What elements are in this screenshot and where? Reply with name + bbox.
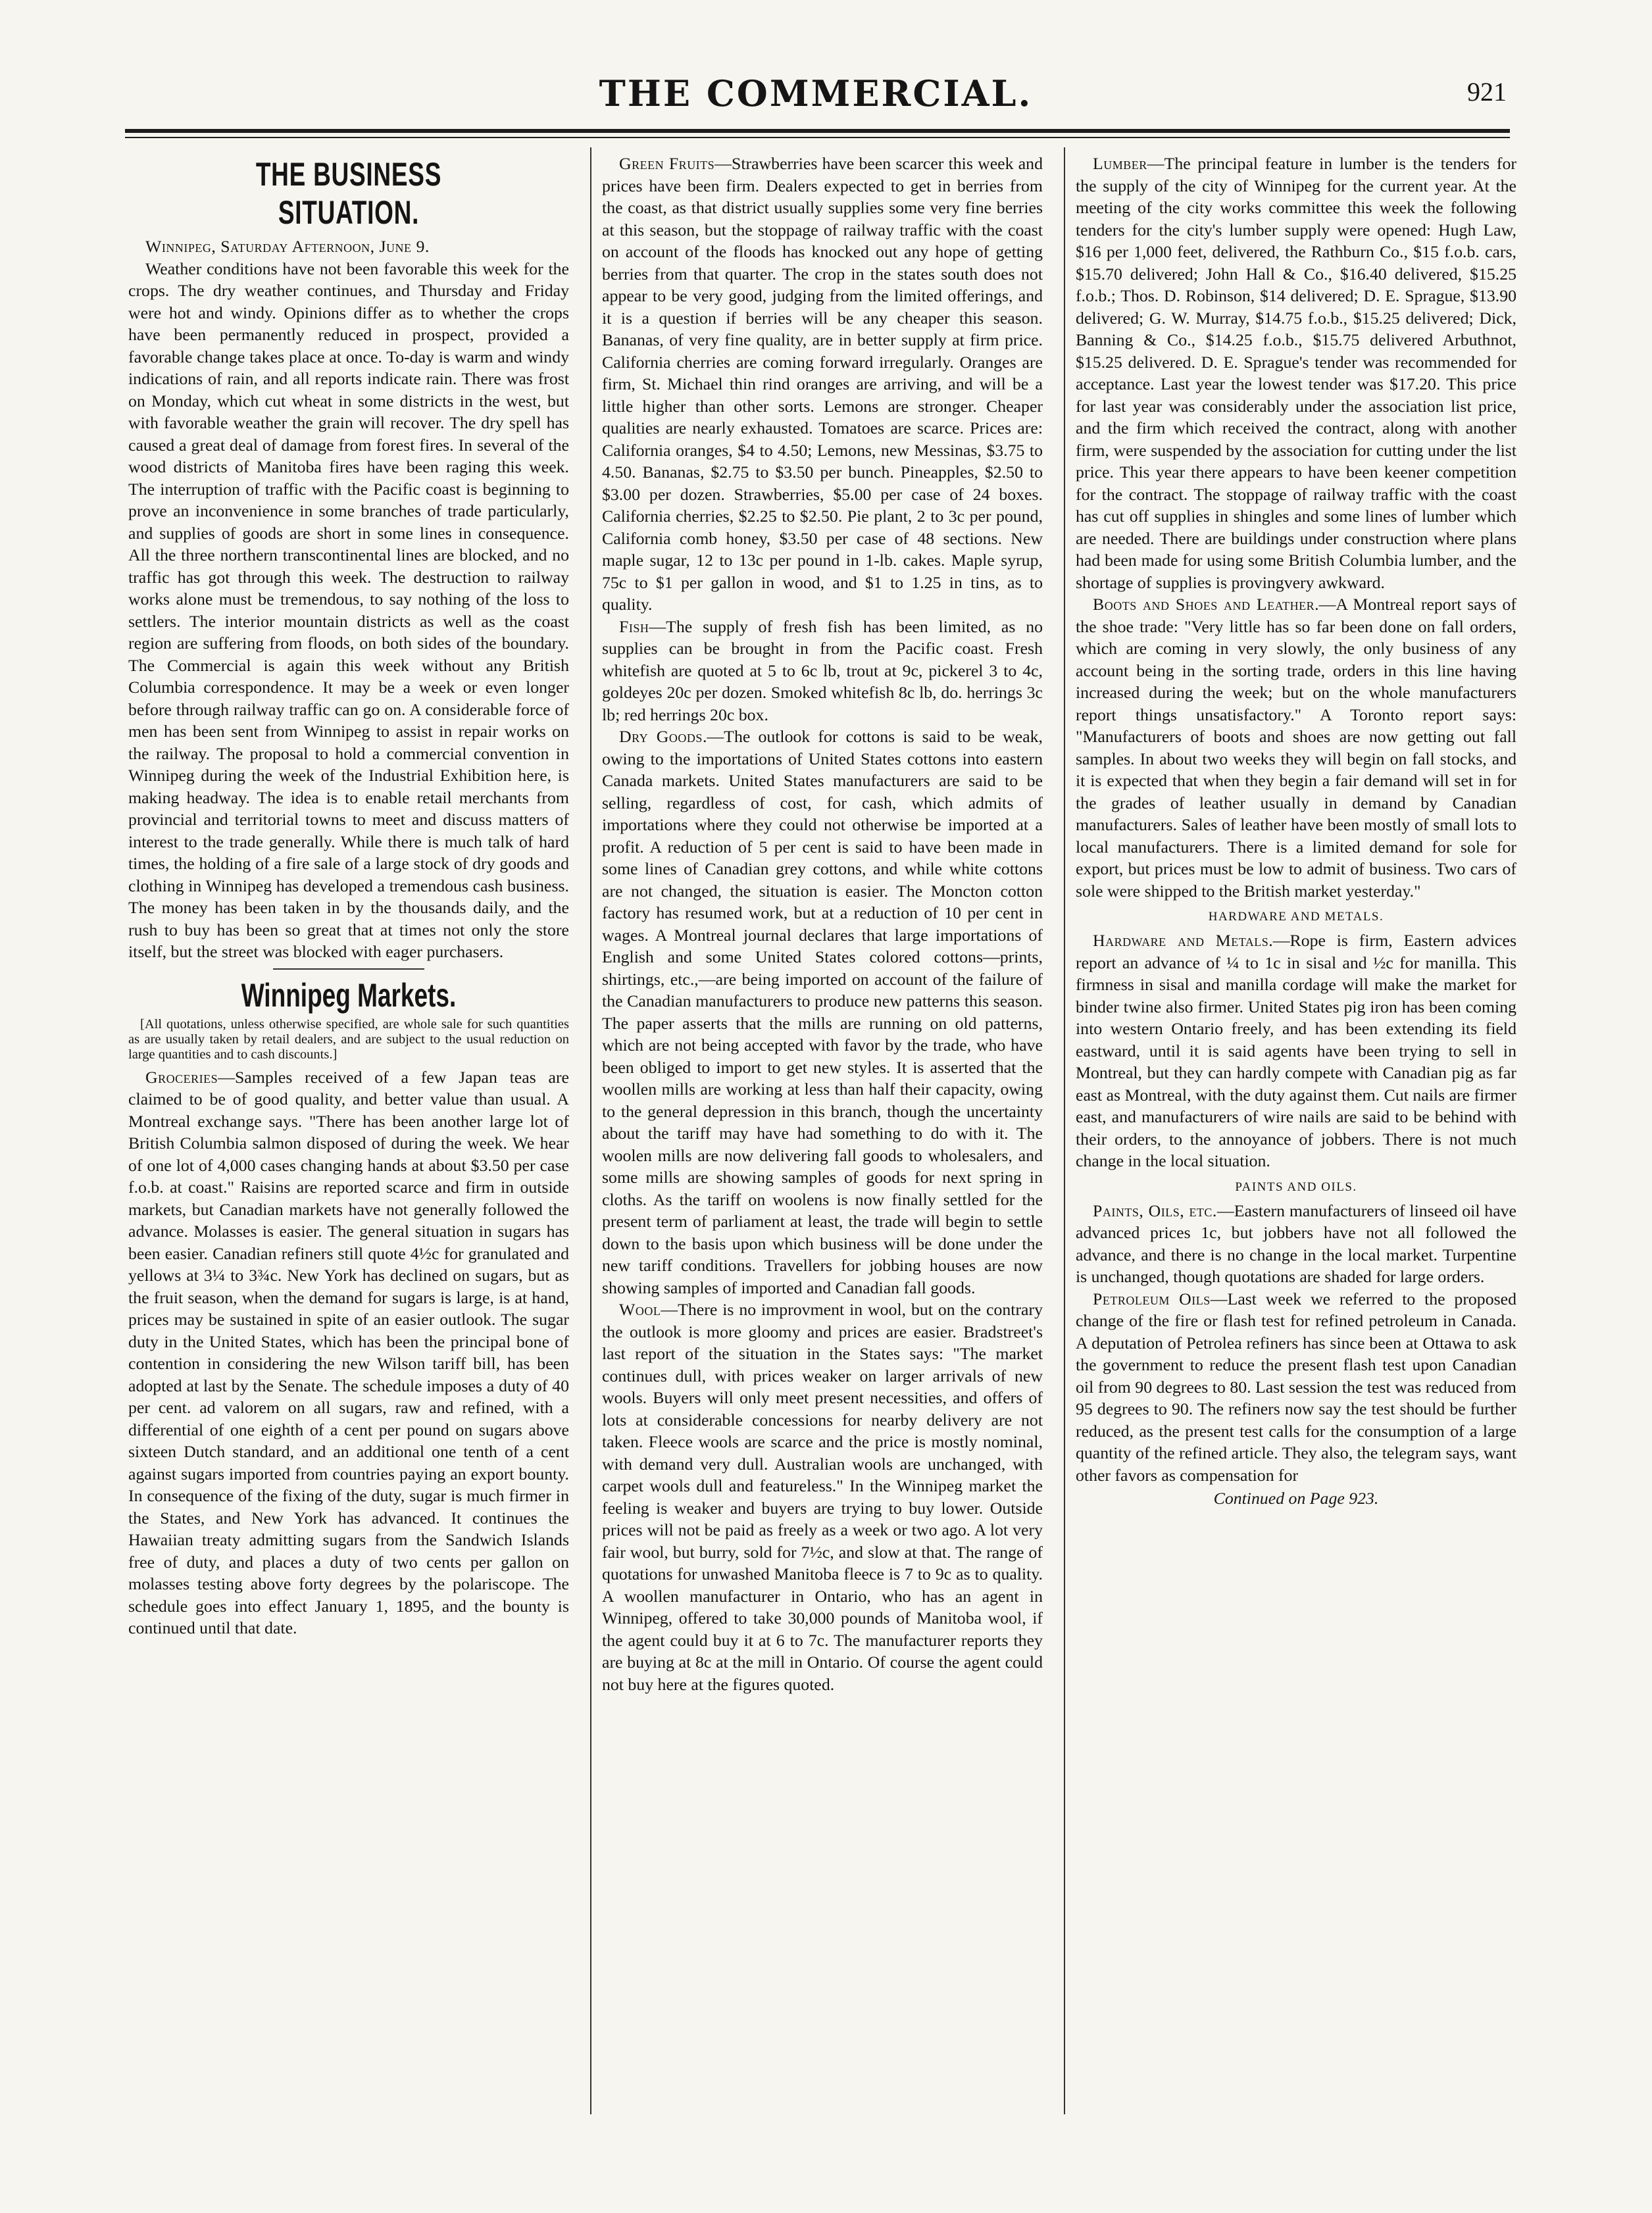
markets-note: [All quotations, unless otherwise specified, are whole sale for such quantities as are usually taken by retail dealers, and are subject to the usual reduction on large quantities and to cash discounts.] — [128, 1016, 569, 1062]
column-3 — [1076, 153, 1516, 2100]
hardware-text: .—Rope is firm, Eastern advices report an advance of ¼ to 1c in sisal and ½c for manilla. This firmness in sisal and manilla cordage will make the market for binder twine also firmer. United States pig iron has been coming into western Ontario freely, and has been extending its field eastward, until it is said agents have been trying to sell in Montreal, but they can hardly compete with Canadian pig as far east as Montreal, with the duty against them. Cut nails are firmer east, and manufacturers of wire nails are said to be behind with their orders, to the annoyance of jobbers. There is not much change in the local situation. — [1076, 931, 1516, 1170]
continued-note: Continued on Page 923. — [1213, 1489, 1379, 1508]
boots-label: Boots and Shoes and Leather — [1093, 595, 1315, 614]
masthead-rule-thin — [125, 137, 1510, 138]
lumber-label: Lumber — [1093, 154, 1147, 173]
dry-goods-paragraph — [602, 726, 1043, 1299]
column-2 — [602, 153, 1043, 2100]
dry-goods-text: .—The outlook for cottons is said to be weak, owing to the importations of United States cottons into eastern Canada markets. United States manufacturers are said to be selling, regardless of cost, for cash, which admits of importations where they could not otherwise be imported at a profit. A reduction of 5 per cent is said to have been made in some lines of Canadian grey cottons, and while white cottons are not changed, the situation is easier. The Moncton cotton factory has resumed work, but at a reduction of 10 per cent in wages. A Montreal journal declares that large importations of English and some United States colored cottons—prints, shirtings, etc.,—are being imported on account of the failure of the Canadian manufacturers to produce new patterns this season. The paper asserts that the mills are running on old patterns, which are not being accepted with favor by the trade, who have been obliged to import to get new styles. It is asserted that the woollen mills are working at less than half their capacity, owing to the general depression in this branch, though the uncertainty about the tariff may have had something to do with it. The woolen mills are now delivering fall goods to wholesalers, and some mills are showing samples of goods for next spring in cloths. As the tariff on woolens is now finally settled for the present term of parliament at least, the trade will begin to settle down to the basis upon which business will be done under the new tariff conditions. Travellers for jobbing houses are now showing samples of imported and Canadian fall goods. — [602, 727, 1043, 1297]
wool-paragraph — [602, 1299, 1043, 1695]
column-1 — [128, 153, 569, 2100]
winnipeg-markets-headline: Winnipeg Markets. — [241, 976, 457, 1014]
business-dateline: Winnipeg, Saturday Afternoon, June 9. — [145, 237, 430, 256]
lumber-text: —The principal feature in lumber is the tenders for the supply of the city of Winnipeg for the current year. At the meeting of the city works committee this week the following tenders for the city's lumber supply were opened: Hugh Law, $16 per 1,000 feet, delivered, the Rathburn Co., $15 f.o.b. cars, $15.70 delivered; John Hall & Co., $16.40 delivered, $15.25 f.o.b.; Thos. D. Robinson, $14 delivered; D. E. Sprague, $13.90 delivered; G. W. Murray, $14.75 f.o.b., $15.25 delivered; Dick, Banning & Co., $14.25 f.o.b., $15.75 delivered Arbuthnot, $15.25 delivered. D. E. Sprague's tender was recommended for acceptance. Last year the lowest tender was $17.20. This price for last year was considerably under the association list price, and the firm which received the contract, along with another firm, were suspended by the association for cutting under the list price. This year there appears to have been keener competition for the contract. The stoppage of railway traffic with the coast has cut off supplies in shingles and some lines of lumber which are needed. There are buildings under construction where plans had been made for using some British Columbia lumber, and the shortage of supplies is provingvery awkward. — [1076, 154, 1516, 592]
boots-paragraph — [1076, 593, 1516, 902]
hardware-subheading: HARDWARE AND METALS. — [1208, 910, 1384, 924]
fish-text: —The supply of fresh fish has been limited, as no supplies can be brought in from the Pacific coast. Fresh whitefish are quoted at 5 to 6c lb, trout at 9c, pickerel 3 to 4c, goldeyes 20c per dozen. Smoked whitefish 8c lb, do. herrings 3c lb; red herrings 20c box. — [602, 616, 1043, 724]
green-fruits-label: Green Fruits — [619, 154, 715, 173]
petroleum-paragraph — [1076, 1288, 1516, 1487]
dry-goods-label: Dry Goods — [619, 727, 703, 746]
hardware-label: Hardware and Metals — [1093, 931, 1269, 950]
paints-paragraph — [1076, 1200, 1516, 1288]
business-situation-headline: THE BUSINESS SITUATION. — [255, 156, 442, 231]
fish-paragraph — [602, 616, 1043, 726]
petroleum-text: —Last week we referred to the proposed change of the fire or flash test for refined petroleum in Canada. A deputation of Petrolea refiners has since been at Ottawa to ask the government to reduce the present flash test upon Canadian oil from 90 degrees to 80. Last session the test was reduced from 95 degrees to 90. The refiners now say the test should be further reduced, as the present test calls for the consumption of a large quantity of the refined article. They also, the telegram says, want other favors as compensation for — [1076, 1289, 1516, 1485]
petroleum-label: Petroleum Oils — [1093, 1289, 1211, 1308]
lumber-paragraph — [1076, 153, 1516, 593]
wool-text: —There is no improvment in wool, but on the contrary the outlook is more gloomy and prices are easier. Bradstreet's last report of the situation in the States says: "The market continues dull, with prices weaker on larger arrivals of new wools. Buyers will only meet present necessities, and offers of lots at considerable concessions for nearby delivery are not taken. Fleece wools are scarce and the price is mostly nominal, with demand very dull. Australian wools are unchanged, with carpet wools dull and featureless." In the Winnipeg market the feeling is weaker and buyers are trying to buy lower. Outside prices will not be paid as freely as a week or two ago. A lot very fair wool, but burry, sold for 7½c, and slow at that. The range of quotations for unwashed Manitoba fleece is 7 to 9c as to quality. A woollen manufacturer in Ontario, who has an agent in Winnipeg, offered to take 30,000 pounds of Manitoba wool, if the agent could buy it at 6 to 7c. The manufacturer reports they are buying at 8c at the mill in Ontario. Of course the agent could not buy here at the figures quoted. — [602, 1300, 1043, 1694]
page-number: 921 — [1467, 77, 1507, 107]
wool-label: Wool — [619, 1300, 661, 1319]
paints-label: Paints, Oils, etc. — [1093, 1201, 1217, 1220]
masthead-title: THE COMMERCIAL. — [599, 72, 1033, 114]
masthead-rule-thick — [125, 129, 1510, 133]
hardware-paragraph — [1076, 930, 1516, 1172]
masthead — [125, 72, 1507, 125]
section-divider — [273, 968, 424, 970]
column-divider — [590, 147, 591, 2114]
paints-text: —Eastern manufacturers of linseed oil have advanced prices 1c, but jobbers have not all followed the advance, and there is no change in the local market. Turpentine is unchanged, though quotations are shaded for large orders. — [1076, 1201, 1516, 1286]
groceries-text: —Samples received of a few Japan teas are claimed to be of good quality, and better value than usual. A Montreal exchange says. "There has been another large lot of British Columbia salmon disposed of during the week. We hear of one lot of 4,000 cases changing hands at about $3.50 per case f.o.b. at coast." Raisins are reported scarce and firm in outside markets, but Canadian markets have not generally followed the advance. Molasses is easier. The general situation in sugars has been easier. Canadian refiners still quote 4½c for granulated and yellows at 3¼ to 3¾c. New York has declined on sugars, but as the fruit season, when the demand for sugars is large, is at hand, prices may be sustained in spite of an easier outlook. The sugar duty in the United States, which has been the principal bone of contention in considering the new Wilson tariff bill, has been adopted at last by the Senate. The schedule imposes a duty of 40 per cent. ad valorem on all sugars, raw and refined, with a differential of one eighth of a cent per pound on sugars above sixteen Dutch standard, and an additional one tenth of a cent against sugars imported from countries paying an export bounty. In consequence of the fixing of the duty, sugar is much firmer in the States, and New York has advanced. It continues the Hawaiian treaty admitting sugars from the Sandwich Islands free of duty, and places a duty of two cents per gallon on molasses testing above forty degrees by the polariscope. The schedule goes into effect January 1, 1895, and the bounty is continued until that date. — [128, 1067, 569, 1637]
paints-subheading: PAINTS AND OILS. — [1235, 1180, 1357, 1194]
green-fruits-paragraph — [602, 153, 1043, 616]
boots-text: .—A Montreal report says of the shoe trade: "Very little has so far been done on fall orders, which are coming in very slowly, the only business of any account being in the sorting trade, orders in this line having increased during the week; but on the whole manufacturers report things unsatisfactory." A Toronto report says: "Manufacturers of boots and shoes are now getting out fall samples. In about two weeks they will begin on fall stocks, and it is expected that when they begin a fair demand will set in for the grades of leather usually in demand by Canadian manufacturers. Sales of leather have been mostly of small lots to local manufacturers. There is a limited demand for sole for export, but prices must be low to admit of business. Two cars of sole were shipped to the British market yesterday." — [1076, 595, 1516, 901]
green-fruits-text: —Strawberries have been scarcer this week and prices have been firm. Dealers expected to get in berries from the coast, as that district usually supplies some very fine berries at this season, but the stoppage of railway traffic with the coast on account of the floods has knocked out any hope of getting berries from that quarter. The crop in the states south does not appear to be very good, judging from the limited offerings, and it is a question if berries will be any cheaper this season. Bananas, of very fine quality, are in better supply at firm price. California cherries are coming forward irregularly. Oranges are firm, St. Michael thin rind oranges are arriving, and will be a little higher than other sorts. Lemons are stronger. Cheaper qualities are nearly exhausted. Tomatoes are scarce. Prices are: California oranges, $4 to 4.50; Lemons, new Messinas, $3.75 to 4.50. Bananas, $2.75 to $3.50 per bunch. Pineapples, $2.50 to $3.00 per dozen. Strawberries, $5.00 per case of 24 boxes. California cherries, $2.25 to $2.50. Pie plant, 2 to 3c per pound, California comb honey, $3.50 per case of 48 sections. New maple sugar, 12 to 13c per pound in 1-lb. cakes. Maple syrup, 75c to $1 per gallon in wood, and $1 to 1.25 in tins, as to quality. — [602, 154, 1043, 614]
column-divider — [1064, 147, 1065, 2114]
groceries-label: Groceries — [145, 1067, 218, 1087]
business-paragraph: Weather conditions have not been favorable this week for the crops. The dry weather continues, and Thursday and Friday were hot and windy. Opinions differ as to whether the crops have been permanently reduced in prospect, provided a favorable change takes place at once. To-day is warm and windy indications of rain, and all reports indicate rain. There was frost on Monday, which cut wheat in some districts in the west, but with favorable weather the grain will recover. The dry spell has caused a great deal of damage from forest fires. In several of the wood districts of Manitoba fires have been raging this week. The interruption of traffic with the Pacific coast is beginning to prove an inconvenience in some branches of trade particularly, and supplies of goods are short in some lines in consequence. All the three northern transcontinental lines are blocked, and no traffic has got through this week. The destruction to railway works alone must be tremendous, to say nothing of the loss to settlers. The interior mountain districts as well as the coast region are suffering from floods, on both sides of the boundary. The Commercial is again this week without any British Columbia correspondence. It may be a week or even longer before through railway traffic can go on. A considerable force of men has been sent from Winnipeg to assist in repair works on the railway. The proposal to hold a commercial convention in Winnipeg during the week of the Industrial Exhibition here, is making headway. The idea is to enable retail merchants from provincial and territorial towns to meet and discuss matters of interest to the trade generally. While there is much talk of hard times, the holding of a fire sale of a large stock of dry goods and clothing in Winnipeg has developed a tremendous cash business. The money has been taken in by the thousands daily, and the rush to buy has been so great that at times not only the store itself, but the street was blocked with eager purchasers. — [128, 259, 569, 961]
fish-label: Fish — [619, 616, 649, 636]
groceries-paragraph — [128, 1066, 569, 1639]
